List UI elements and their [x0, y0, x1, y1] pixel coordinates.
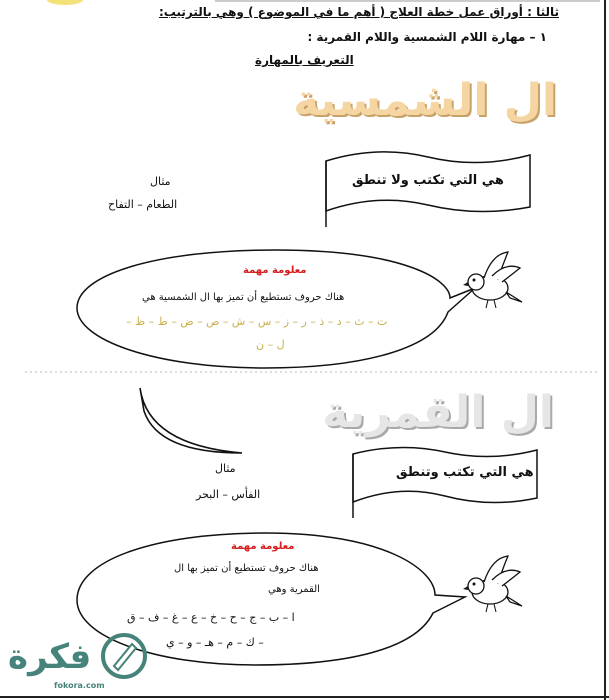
bird-icon: [462, 248, 527, 313]
info-bubble-shamsiya: [65, 240, 485, 375]
shamsiya-title: ال الشمسية: [293, 75, 557, 126]
shamsiya-info-title: معلومة مهمة: [243, 265, 307, 276]
fikra-domain: fokora.com: [54, 681, 105, 690]
shamsiya-letters-line1: ت – ث – د – ذ – ر – ز – س – ش – ص – ض – ط – ظ –: [126, 315, 388, 328]
definition-banner-qamariya: [345, 440, 545, 520]
qamariya-letters-line2: – ك – م – هـ – و – ي: [166, 636, 264, 649]
qamariya-info-title: معلومة مهمة: [231, 541, 295, 552]
qamariya-example-words: الفأس – البحر: [196, 488, 261, 501]
qamariya-example-label: مثال: [215, 462, 236, 475]
shamsiya-definition: هي التي تكتب ولا تنطق: [352, 173, 504, 188]
pen-icon: [100, 632, 148, 680]
section-heading: ثالثا : أوراق عمل خطة العلاج ( أهم ما في الموضوع ) وهي بالترتيب:: [158, 5, 559, 19]
shamsiya-info-text: هناك حروف تستطيع أن تميز بها ال الشمسية هي: [142, 292, 345, 303]
qamariya-info-text-line1: هناك حروف تستطيع أن تميز بها ال: [174, 563, 319, 574]
qamariya-definition: هي التي تكتب وتنطق: [396, 465, 534, 480]
qamariya-info-text-line2: القمرية وهي: [268, 584, 320, 595]
shamsiya-letters-line2: ل – ن: [256, 338, 285, 351]
qamariya-letters-line1: ا – ب – ج – ح – خ – ع – غ – ف – ق: [127, 611, 295, 624]
qamariya-title: ال القمرية: [322, 387, 554, 438]
bird-icon: [462, 552, 527, 617]
definition-heading: التعريف بالمهارة: [255, 53, 354, 67]
skill-heading: ١ – مهارة اللام الشمسية واللام القمرية :: [307, 30, 547, 44]
shamsiya-example-label: مثال: [150, 175, 171, 188]
shamsiya-example-words: الطعام – التفاح: [108, 198, 178, 211]
fikra-logo: فكرة: [8, 637, 92, 677]
crescent-moon-icon: [130, 383, 250, 458]
